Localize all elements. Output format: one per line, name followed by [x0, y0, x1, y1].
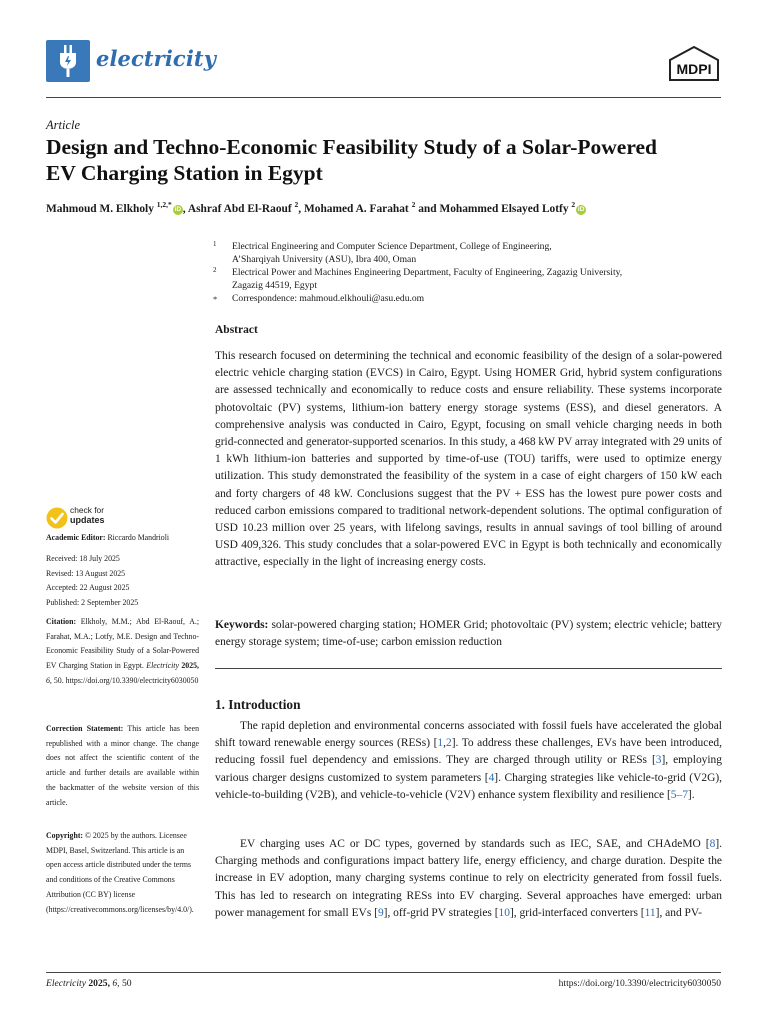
affiliations	[213, 240, 723, 305]
article-type: Article	[46, 118, 81, 132]
academic-editor: Academic Editor: Riccardo Mandrioli	[46, 533, 170, 542]
check-for-updates-badge[interactable]	[46, 505, 166, 530]
orcid-icon[interactable]: iD	[577, 205, 585, 213]
citation-link[interactable]: 3	[655, 754, 662, 767]
publication-dates	[46, 552, 199, 611]
footer-divider	[46, 972, 721, 973]
citation-block: Citation: Elkholy, M.M.; Abd El-Raouf, A.; Farahat, M.A.; Lotfy, M.E. Design and Techno-Economic Feasibility Study of a Solar-Powered EV Charging Station in Egypt. Electricity 2025, 6, 50. https://doi.org/10.3390/electricity6030050	[46, 617, 200, 685]
author-affiliation-mark: 1,2,*	[156, 200, 172, 209]
author-name: Mahmoud M. Elkholy	[46, 202, 154, 215]
author-name: Ashraf Abd El-Raouf	[187, 202, 292, 215]
author-affiliation-mark: 2	[294, 200, 299, 209]
citation-link[interactable]: 4	[488, 771, 495, 784]
orcid-icon[interactable]: iD	[174, 205, 182, 213]
abstract-heading: Abstract	[215, 324, 258, 336]
section-heading-introduction: 1. Introduction	[215, 697, 301, 712]
author-name: Mohamed A. Farahat	[304, 202, 409, 215]
citation-link[interactable]: 2	[445, 737, 452, 750]
citation-link[interactable]: 9	[377, 906, 384, 919]
copyright-notice: Copyright: © 2025 by the authors. Licensee MDPI, Basel, Switzerland. This article is an open access article distributed under the terms and conditions of the Creative Commons Attribution (CC BY) license (https://creativecommons.org/licenses/by/4.0/).	[46, 831, 194, 914]
author-name: Mohammed Elsayed Lotfy	[439, 202, 569, 215]
author-list: Mahmoud M. Elkholy $^{1,2,*}$iD , Ashraf Abd El-Raouf $^2$, Mohamed A. Farahat $^2$ and Mohammed Elsayed Lotfy $^2$iD	[46, 200, 585, 215]
ev-plug-icon	[46, 40, 90, 82]
keywords	[215, 617, 722, 651]
date-received: Received: 18 July 2025	[46, 554, 120, 563]
author-affiliation-mark: 2	[411, 200, 416, 209]
header-divider	[46, 97, 721, 98]
citation-link[interactable]: 10	[498, 906, 510, 919]
keywords-list: solar-powered charging station; HOMER Grid; photovoltaic (PV) system; electric vehicle; battery energy storage system; time-of-use; carbon emission reduction	[215, 619, 723, 649]
article-title: Design and Techno-Economic Feasibility Study of a Solar-Powered EV Charging Station in Egypt	[46, 135, 657, 185]
affiliation-item: 2 Electrical Power and Machines Engineering Department, Faculty of Engineering, Zagazig University, Zagazig 44519, Egypt	[213, 266, 623, 291]
updates-label: updates	[70, 515, 105, 525]
abstract-text: This research focused on determining the technical and economic feasibility of the design of a solar-powered electric vehicle charging station (EVCS) in Cairo, Egypt. Using HOMER Grid, hybrid system configurations are assessed technically and economically to reduce costs and ensure reliability. These systems incorporate photovoltaic (PV) systems, lithium-ion battery energy storage systems (ESS), and diesel generators. A comprehensive analysis was conducted in Cairo, Egypt, focusing on small vehicle charging needs in both grid-connected and generator-supported scenarios. In this study, a 468 kW PV array integrated with 29 units of 1 kWh lithium-ion batteries and supported by time-of-use (TOU) tariffs, were used to optimize energy utilization. This study demonstrated the feasibility of the system in a case of eight chargers of 150 kW each and forty chargers of 48 kW. Conclusions suggest that the PV + ESS has the lowest pure power costs and reduced carbon emissions compared to traditional network-dependent solutions. The optimal configuration of USD 10.23 million over 25 years, with lifelong savings, results in annual savings of tool billing of around USD 409,326. This study concludes that a solar-powered EVC in Egypt is both technically and economically attractive, especially in the light of increasing energy costs.	[215, 350, 722, 569]
journal-name[interactable]: electricity	[96, 46, 216, 71]
journal-logo[interactable]	[46, 40, 90, 82]
date-published: Published: 2 September 2025	[46, 598, 139, 608]
citation-doi[interactable]: 50. https://doi.org/10.3390/electricity6030050	[53, 675, 199, 685]
correction-statement: Correction Statement: This article has been republished with a minor change. The change does not affect the scientific content of the article and further details are available within the backmatter of the website version of this article.	[46, 724, 199, 807]
correspondence-item: * Correspondence: mahmoud.elkhouli@asu.edu.om	[213, 293, 425, 304]
citation-link[interactable]: 1	[437, 737, 444, 750]
keywords-label: Keywords:	[215, 619, 269, 631]
affiliation-item: 1 Electrical Engineering and Computer Science Department, College of Engineering, A’Sharqiyah University (ASU), Ibra 400, Oman	[213, 240, 552, 265]
abstract-divider	[215, 668, 722, 669]
author-affiliation-mark: 2	[571, 200, 576, 209]
citation-link[interactable]: 8	[709, 838, 716, 850]
date-revised: Revised: 13 August 2025	[46, 568, 126, 578]
footer-doi-link[interactable]: https://doi.org/10.3390/electricity6030050	[558, 978, 721, 989]
citation-link[interactable]: 11	[644, 906, 656, 919]
intro-paragraph-2: EV charging uses AC or DC types, governed by standards such as IEC, SAE, and CHAdeMO [8]. Charging methods and configurations impact battery life, energy efficiency, and charge duration. Despite the increase in EV adoption, many charging systems continue to rely on electricity generated from fossil fuels. This has led to research on integrating RESs into EV charging. Several approaches have emerged: urban power management for small EVs [9], off-grid PV strategies [10], grid-interfaced converters [11], and PV-	[215, 838, 722, 919]
citation-link[interactable]: 5–7	[670, 788, 688, 801]
mdpi-logo[interactable]	[667, 46, 721, 82]
date-accepted: Accepted: 22 August 2025	[46, 583, 130, 593]
footer-citation: Electricity 2025, 6, 50	[46, 978, 132, 989]
check-updates-icon	[46, 507, 68, 529]
check-label: check for	[70, 505, 104, 515]
intro-paragraph-1: The rapid depletion and environmental concerns associated with fossil fuels have accelerated the global shift toward renewable energy sources (RESs) [1,2]. To address these challenges, EVs have been introduced, reducing fossil fuel dependency and emissions. They are charged through utility or RESs [3], employing various charger designs customized to system parameters [4]. Charging strategies like vehicle-to-grid (V2G), vehicle-to-building (V2B), and vehicle-to-vehicle (V2V) enhance system flexibility and resilience [5–7].	[215, 720, 723, 801]
publisher-name: MDPI	[676, 61, 712, 77]
